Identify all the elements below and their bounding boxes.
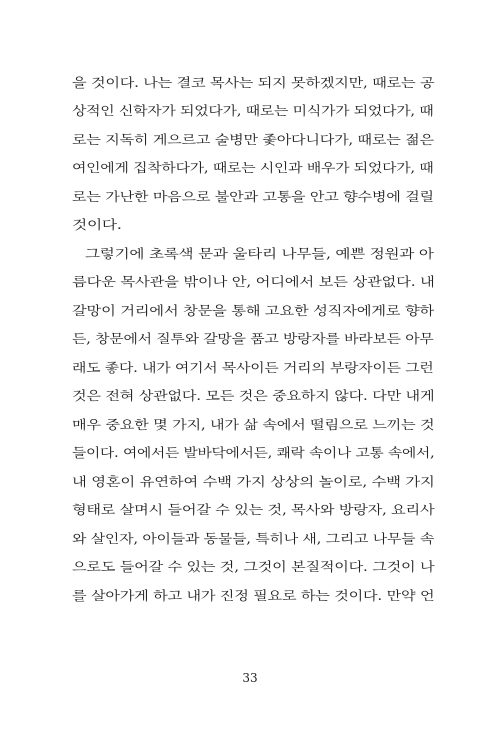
- paragraph2-line-5: 래도 좋다. 내가 여기서 목사이든 거리의 부랑자이든 그런: [72, 360, 434, 375]
- paragraph1-line-3: 로는 지독히 게으르고 술병만 좇아다니다가, 때로는 젊은: [72, 132, 434, 147]
- paragraph2-line-6: 것은 전혀 상관없다. 모든 것은 중요하지 않다. 다만 내게: [72, 388, 435, 403]
- paragraph1-line-6: 것이다.: [72, 217, 122, 232]
- paragraph2-line-9: 내 영혼이 유연하여 수백 가지 상상의 놀이로, 수백 가지: [72, 474, 435, 489]
- paragraph2-line-12: 으로도 들어갈 수 있는 것, 그것이 본질적이다. 그것이 나: [72, 559, 435, 574]
- paragraph1-line-5: 로는 가난한 마음으로 불안과 고통을 안고 향수병에 걸릴: [72, 189, 434, 204]
- paragraph1-line-4: 여인에게 집착하다가, 때로는 시인과 배우가 되었다가, 때: [72, 160, 434, 175]
- paragraph2-line-11: 와 살인자, 아이들과 동물들, 특히나 새, 그리고 나무들 속: [72, 531, 435, 546]
- paragraph2-line-1: 그렇기에 초록색 문과 울타리 나무들, 예쁜 정원과 아: [85, 246, 434, 261]
- paragraph1-line-1: 을 것이다. 나는 결코 목사는 되지 못하겠지만, 때로는 공: [72, 75, 435, 90]
- paragraph2-line-13: 를 살아가게 하고 내가 진정 필요로 하는 것이다. 만약 언: [72, 588, 435, 603]
- paragraph1-line-2: 상적인 신학자가 되었다가, 때로는 미식가가 되었다가, 때: [72, 103, 434, 118]
- paragraph2-line-10: 형태로 살며시 들어갈 수 있는 것, 목사와 방랑자, 요리사: [72, 502, 435, 517]
- page-number: 33: [242, 671, 258, 685]
- paragraph2-line-4: 든, 창문에서 질투와 갈망을 품고 방랑자를 바라보든 아무: [72, 331, 434, 346]
- paragraph2-line-2: 름다운 목사관을 밖이나 안, 어디에서 보든 상관없다. 내: [72, 274, 435, 289]
- paragraph2-line-3: 갈망이 거리에서 창문을 통해 고요한 성직자에게로 향하: [72, 303, 435, 318]
- paragraph2-line-7: 매우 중요한 몇 가지, 내가 삶 속에서 떨림으로 느끼는 것: [72, 417, 435, 432]
- paragraph2-line-8: 들이다. 여에서든 발바닥에서든, 쾌락 속이나 고통 속에서,: [72, 445, 435, 460]
